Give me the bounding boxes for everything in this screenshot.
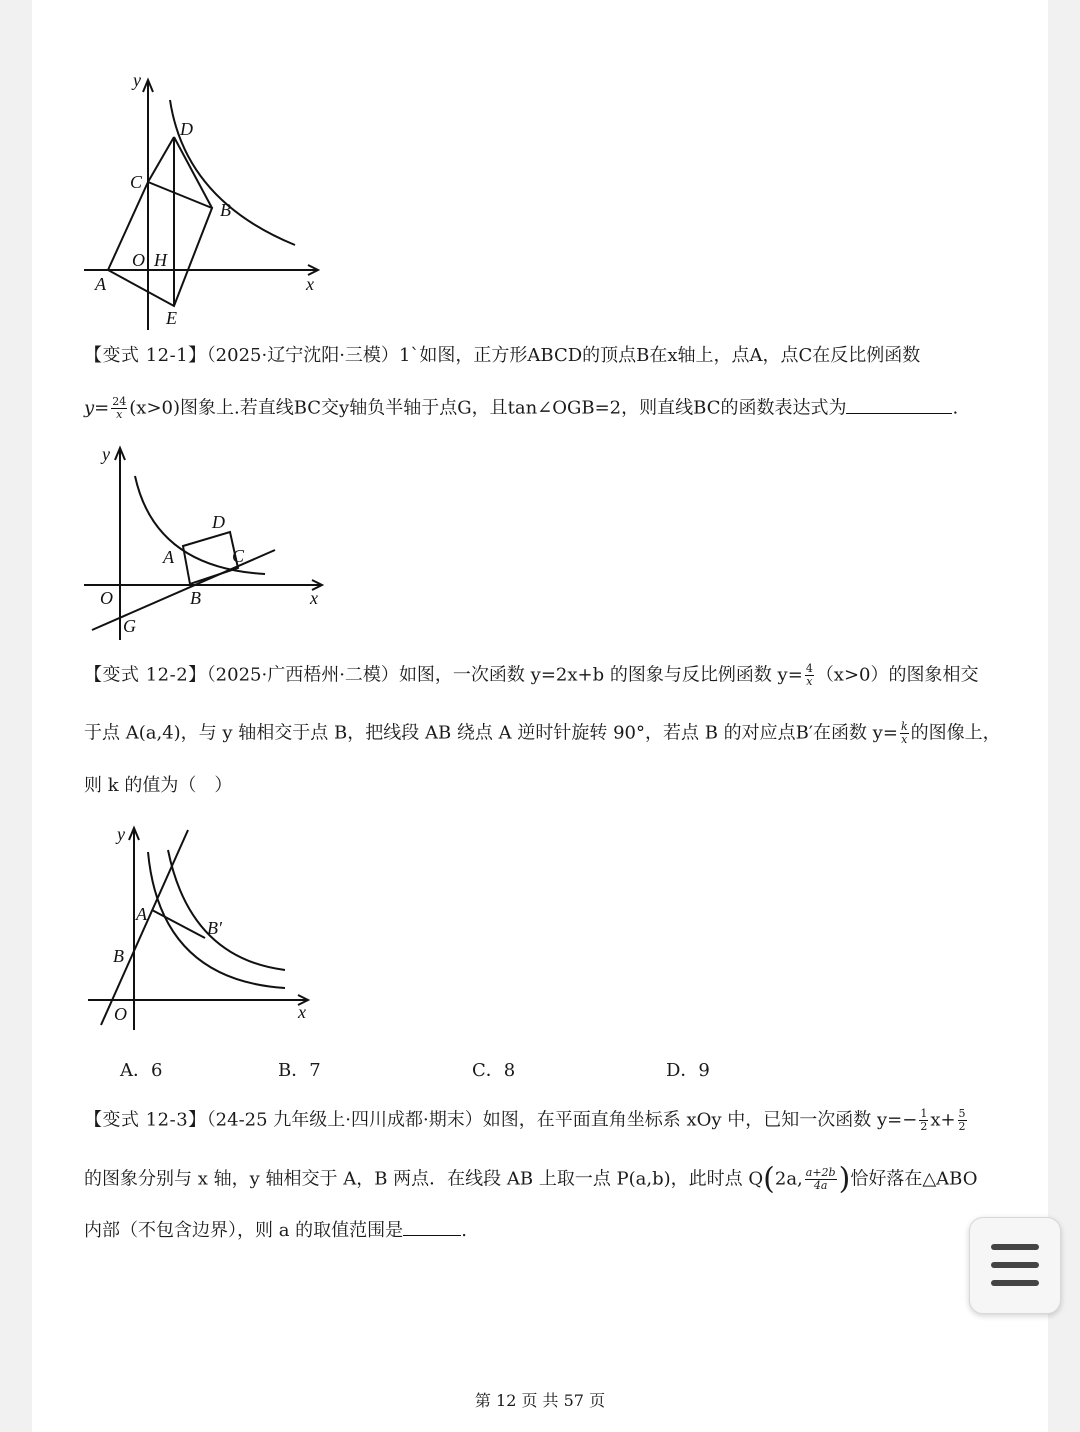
q2-frac2-num: k xyxy=(900,720,908,733)
q3-frac1-num: 1 xyxy=(920,1107,928,1120)
q1-source: （2025·辽宁沈阳·三模） xyxy=(206,345,399,366)
fig2-label-o: O xyxy=(100,588,113,608)
q1-text-1: 1`如图，正方形ABCD的顶点B在x轴上，点A，点C在反比例函数 xyxy=(398,345,921,366)
fig2-label-x: x xyxy=(310,588,318,608)
q3-source: （24-25 九年级上·四川成都·期末） xyxy=(206,1109,483,1131)
q2-text-2a: 于点 A(a,4)，与 y 轴相交于点 B，把线段 AB 绕点 A 逆时针旋转 90°，若点 B 的对应点B′在函数 y= xyxy=(84,722,898,744)
q2-text-1a: 如图，一次函数 y=2x+b 的图象与反比例函数 y= xyxy=(398,664,803,686)
q1-func-prefix: y= xyxy=(84,397,110,419)
fig1-label-e: E xyxy=(166,308,177,328)
fig3-label-x: x xyxy=(298,1002,306,1022)
fig1-label-c: C xyxy=(130,172,143,192)
q2-label: 【变式 12-2】 xyxy=(84,664,207,686)
q3-text-3b: . xyxy=(461,1220,467,1241)
q2-text-1b: （x>0）的图象相交 xyxy=(815,664,979,686)
q3-text-2a: 的图象分别与 x 轴，y 轴相交于 A，B 两点．在线段 AB 上取一点 P(a,b)，此时点 Q xyxy=(84,1168,764,1190)
q2-line-2 xyxy=(84,721,1001,746)
q2-frac1-num: 4 xyxy=(805,662,813,675)
q1-line-2 xyxy=(84,396,958,421)
q2-fraction-2 xyxy=(900,721,909,746)
q1-fraction xyxy=(111,396,127,421)
fig3-label-a: A xyxy=(136,904,147,924)
fig2-label-a: A xyxy=(163,547,174,567)
fig3-label-b: B xyxy=(113,946,124,966)
fig3-label-b-prime: B′ xyxy=(207,918,222,938)
figure-1 xyxy=(75,65,335,335)
choice-b: B．7 xyxy=(278,1060,321,1081)
q3-paren-open: ( xyxy=(763,1161,775,1197)
page-footer: 第 12 页 共 57 页 xyxy=(474,1391,606,1410)
q2-line-3: 则 k 的值为（ ） xyxy=(84,775,233,796)
q3-text-1a: 如图，在平面直角坐标系 xOy 中，已知一次函数 y=− xyxy=(482,1109,918,1131)
q2-frac2-den: x xyxy=(901,733,908,746)
q3-fraction-2 xyxy=(958,1108,967,1133)
fig3-label-o: O xyxy=(114,1004,127,1024)
q1-label: 【变式 12-1】 xyxy=(84,345,207,366)
menu-button[interactable] xyxy=(969,1217,1061,1314)
q2-source: （2025·广西梧州·二模） xyxy=(206,664,399,686)
q3-frac1-den: 2 xyxy=(920,1120,928,1133)
figure-3 xyxy=(85,820,325,1030)
fig2-label-b: B xyxy=(190,588,201,608)
q1-line-1 xyxy=(84,344,920,368)
choice-d: D．9 xyxy=(666,1060,710,1081)
fig1-label-h: H xyxy=(154,250,167,270)
q2-line-1 xyxy=(84,663,979,688)
fig1-label-a: A xyxy=(95,274,106,294)
q2-fraction-1 xyxy=(805,663,814,688)
choice-c: C．8 xyxy=(472,1060,516,1081)
q1-frac-num: 24 xyxy=(112,395,127,408)
q3-text-3a: 内部（不包含边界），则 a 的取值范围是 xyxy=(84,1220,404,1241)
fig1-label-b: B xyxy=(220,200,231,220)
fig2-label-c: C xyxy=(232,546,245,566)
fig1-label-o: O xyxy=(132,250,145,270)
q3-paren-close: ) xyxy=(838,1161,851,1197)
q3-frac2-den: 2 xyxy=(958,1120,966,1133)
fig3-label-y: y xyxy=(117,824,125,844)
figure-2 xyxy=(80,440,330,640)
fig2-label-d: D xyxy=(212,512,225,532)
q3-fraction-3 xyxy=(805,1167,837,1192)
q3-line-1 xyxy=(84,1108,969,1133)
q3-answer-blank xyxy=(403,1234,461,1236)
fig1-label-y: y xyxy=(133,70,141,90)
q3-text-1b: x+ xyxy=(930,1109,956,1131)
q2-frac1-den: x xyxy=(806,675,813,688)
q3-frac3-num: a+2b xyxy=(805,1166,836,1179)
fig1-label-x: x xyxy=(306,274,314,294)
q3-frac3-den: 4a xyxy=(813,1179,828,1192)
q3-line-3 xyxy=(84,1219,467,1243)
fig2-label-y: y xyxy=(102,444,110,464)
q3-text-2b: 恰好落在△ABO xyxy=(850,1168,978,1190)
q3-line-2 xyxy=(84,1161,978,1197)
q3-frac2-num: 5 xyxy=(958,1107,966,1120)
q3-q-inner: 2a, xyxy=(774,1168,803,1190)
fig2-label-g: G xyxy=(123,616,136,636)
q1-answer-blank xyxy=(846,412,952,414)
q1-text-2: (x>0)图象上.若直线BC交y轴负半轴于点G，且tan∠OGB=2，则直线BC的函数表达式为 xyxy=(129,397,847,419)
fig1-label-d: D xyxy=(180,119,193,139)
q3-fraction-1 xyxy=(919,1108,928,1133)
choice-a: A．6 xyxy=(120,1060,163,1081)
q3-label: 【变式 12-3】 xyxy=(84,1109,207,1131)
q2-text-2b: 的图像上， xyxy=(910,722,1001,744)
q1-end: . xyxy=(952,397,959,419)
q1-frac-den: x xyxy=(116,408,123,421)
